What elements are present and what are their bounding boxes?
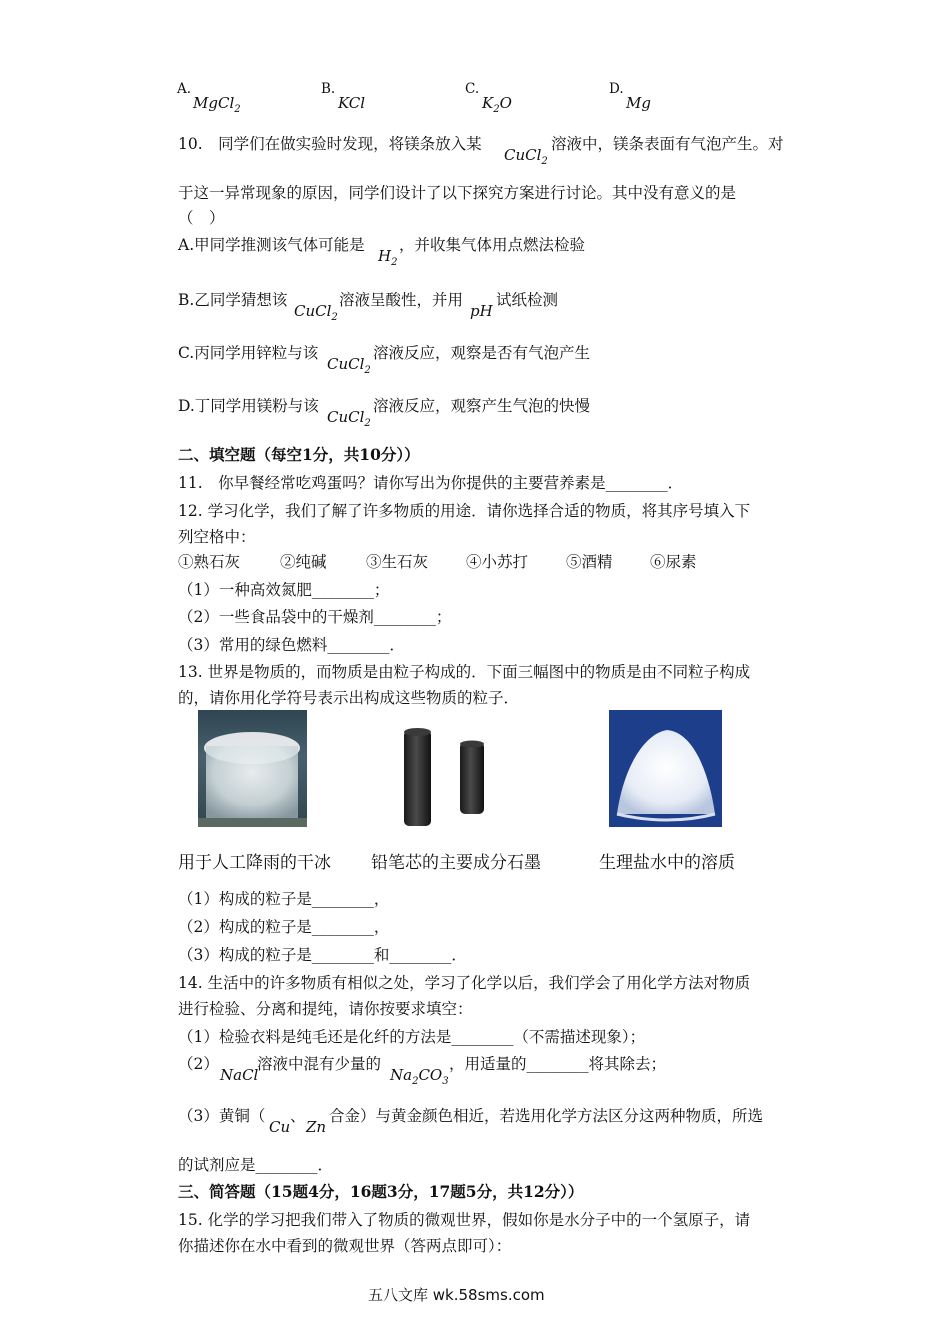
section-3-heading: 三、简答题（15题4分，16题3分，17题5分，共12分）） bbox=[178, 1182, 584, 1201]
q9-option-d-formula: Mg bbox=[626, 94, 651, 112]
q10-line2: 于这一异常现象的原因，同学们设计了以下探究方案进行讨论。其中没有意义的是 bbox=[178, 184, 737, 202]
q14-line2: 进行检验、分离和提纯，请你按要求填空： bbox=[178, 1000, 473, 1018]
q14-line1: 14. 生活中的许多物质有相似之处，学习了化学以后，我们学会了用化学方法对物质 bbox=[178, 974, 751, 992]
salt-pile-illustration bbox=[609, 710, 722, 827]
q9-option-c-letter: C. bbox=[465, 81, 480, 97]
q12-choice-3: ③生石灰 bbox=[366, 553, 429, 571]
q9-option-d-letter: D. bbox=[609, 81, 624, 97]
q10-option-b-formula: CuCl$_2$ bbox=[294, 302, 338, 323]
q15-line2: 你描述你在水中看到的微观世界（答两点即可）： bbox=[178, 1237, 512, 1255]
q13-line1: 13. 世界是物质的，而物质是由粒子构成的．下面三幅图中的物质是由不同粒子构成 bbox=[178, 663, 751, 681]
graphite-caption: 铅笔芯的主要成分石墨 bbox=[371, 853, 541, 873]
q14-sub-3-line2: 的试剂应是________． bbox=[178, 1156, 334, 1174]
q14-sub-2-text-3: ，用适量的________将其除去； bbox=[449, 1055, 667, 1073]
q14-sub-2-formula-nacl: NaCl bbox=[220, 1066, 259, 1084]
q14-sub-2-formula-na2co3: $Na_2CO_3$ bbox=[390, 1066, 449, 1087]
q13-sub-1: （1）构成的粒子是________， bbox=[178, 890, 390, 908]
q10-option-a-text-2: ，并收集气体用点燃法检验 bbox=[399, 236, 586, 254]
q14-sub-3-separator: 、 bbox=[290, 1107, 306, 1125]
graphite-rods-illustration bbox=[385, 722, 505, 832]
q10-option-d-formula: CuCl$_2$ bbox=[327, 408, 371, 429]
dry-ice-caption: 用于人工降雨的干冰 bbox=[178, 853, 331, 873]
q10-option-a-formula: $H_2$ bbox=[378, 247, 398, 268]
q13-line2: 的，请你用化学符号表示出构成这些物质的粒子． bbox=[178, 689, 520, 707]
q10-option-a-text: A.甲同学推测该气体可能是 bbox=[178, 236, 365, 254]
q10-option-b-text-3: 试纸检测 bbox=[496, 291, 559, 309]
q10-option-b-text-2: 溶液呈酸性，并用 bbox=[339, 291, 464, 309]
q12-line2: 列空格中： bbox=[178, 528, 256, 546]
q9-option-b-formula: KCl bbox=[338, 94, 366, 112]
q12-sub-1: （1）一种高效氮肥________； bbox=[178, 581, 390, 599]
dry-ice-photo bbox=[198, 710, 307, 827]
q11-text: 11. 你早餐经常吃鸡蛋吗？请你写出为你提供的主要营养素是________． bbox=[178, 474, 684, 492]
q10-option-c-text: C.丙同学用锌粒与该 bbox=[178, 344, 319, 362]
footer-watermark: 五八文库 wk.58sms.com bbox=[368, 1286, 545, 1304]
q10-option-c-formula: CuCl$_2$ bbox=[327, 355, 371, 376]
q10-option-d-text-2: 溶液反应，观察产生气泡的快慢 bbox=[373, 397, 591, 415]
q13-sub-3: （3）构成的粒子是________和________． bbox=[178, 946, 467, 964]
dry-ice-illustration bbox=[198, 710, 307, 827]
q14-sub-3-formula-cu: Cu bbox=[269, 1118, 291, 1136]
q10-option-c-text-2: 溶液反应，观察是否有气泡产生 bbox=[373, 344, 591, 362]
q10-option-d-text: D.丁同学用镁粉与该 bbox=[178, 397, 319, 415]
q12-sub-3: （3）常用的绿色燃料________． bbox=[178, 636, 405, 654]
q14-sub-3-formula-zn: Zn bbox=[306, 1118, 327, 1136]
q10-line3: （ ） bbox=[178, 209, 225, 227]
q9-option-a-formula: MgCl$_2$ bbox=[193, 94, 241, 115]
q12-choice-6: ⑥尿素 bbox=[650, 553, 697, 571]
q12-choice-1: ①熟石灰 bbox=[178, 553, 241, 571]
q9-option-a-letter: A. bbox=[177, 81, 192, 97]
q10-option-b-text: B.乙同学猜想该 bbox=[178, 291, 288, 309]
q10-line1-formula: CuCl$_2$ bbox=[504, 146, 548, 167]
section-2-heading: 二、填空题（每空1分，共10分）） bbox=[178, 445, 420, 464]
q12-sub-2: （2）一些食品袋中的干燥剂________； bbox=[178, 608, 452, 626]
q12-choice-5: ⑤酒精 bbox=[566, 553, 613, 571]
salt-caption: 生理盐水中的溶质 bbox=[599, 853, 735, 873]
q12-line1: 12. 学习化学，我们了解了许多物质的用途．请你选择合适的物质，将其序号填入下 bbox=[178, 502, 751, 520]
q14-sub-2-text: （2） bbox=[178, 1055, 219, 1073]
salt-photo bbox=[609, 710, 722, 827]
q12-choice-2: ②纯碱 bbox=[280, 553, 327, 571]
q9-option-b-letter: B. bbox=[321, 81, 336, 97]
q14-sub-3-text-2: 合金）与黄金颜色相近，若选用化学方法区分这两种物质，所选 bbox=[329, 1107, 764, 1125]
q10-line1-a: 10. 同学们在做实验时发现，将镁条放入某 bbox=[178, 135, 482, 153]
q14-sub-2-text-2: 溶液中混有少量的 bbox=[257, 1055, 382, 1073]
q14-sub-3-text: （3）黄铜（ bbox=[178, 1107, 266, 1125]
q9-option-c-formula: $K_2O$ bbox=[482, 94, 512, 115]
q15-line1: 15. 化学的学习把我们带入了物质的微观世界，假如你是水分子中的一个氢原子，请 bbox=[178, 1211, 751, 1229]
q10-line1-b: 溶液中，镁条表面有气泡产生。对 bbox=[551, 135, 784, 153]
q12-choice-4: ④小苏打 bbox=[466, 553, 529, 571]
q14-sub-1: （1）检验衣料是纯毛还是化纤的方法是________（不需描述现象）； bbox=[178, 1028, 646, 1046]
pencil-lead-photo bbox=[385, 722, 505, 832]
q13-sub-2: （2）构成的粒子是________， bbox=[178, 918, 390, 936]
q10-option-b-formula-2: pH bbox=[470, 302, 493, 320]
